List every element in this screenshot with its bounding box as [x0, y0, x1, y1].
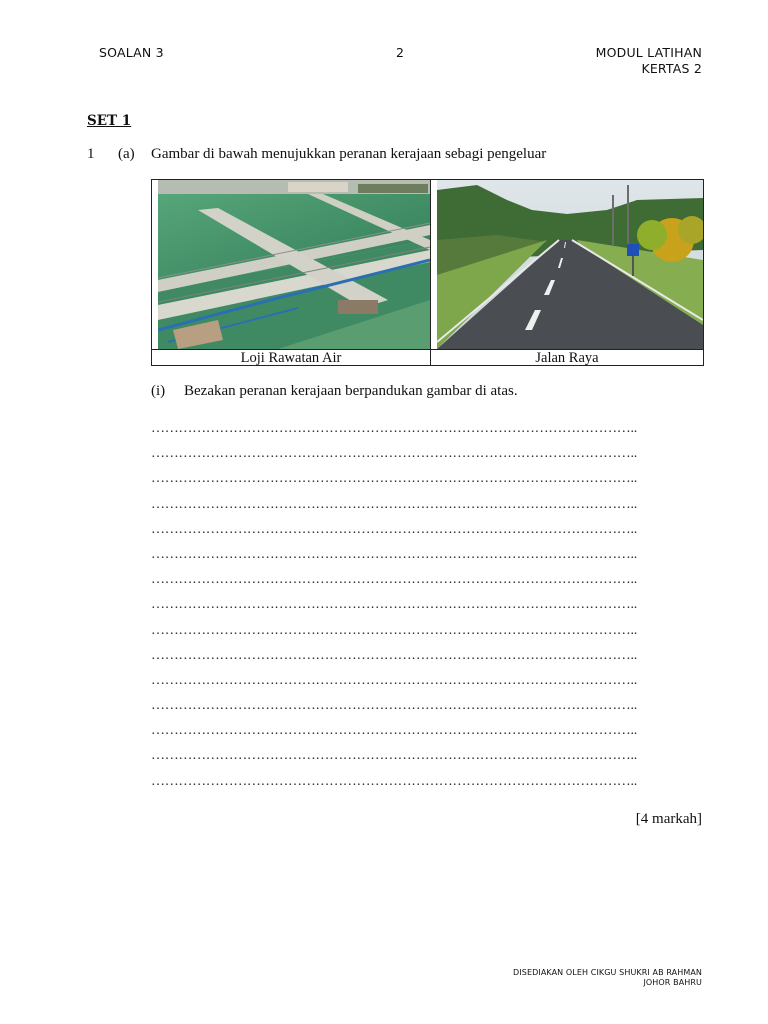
answer-line[interactable]: …………………………………………………………………………………………….. — [151, 421, 637, 436]
marks-label: [4 markah] — [635, 811, 702, 827]
photo-table — [151, 179, 704, 366]
answer-line[interactable]: …………………………………………………………………………………………….. — [151, 496, 637, 512]
answer-line[interactable]: …………………………………………………………………………………………….. — [151, 546, 637, 562]
footer-location: JOHOR BAHRU — [643, 978, 702, 987]
answer-line[interactable]: …………………………………………………………………………………………….. — [151, 446, 637, 462]
answer-line[interactable]: …………………………………………………………………………………………….. — [151, 572, 637, 588]
answer-line[interactable]: …………………………………………………………………………………………….. — [151, 597, 637, 613]
answer-line[interactable]: …………………………………………………………………………………………….. — [151, 471, 637, 487]
answer-line[interactable]: …………………………………………………………………………………………….. — [151, 723, 637, 739]
page-number: 2 — [396, 45, 405, 60]
sub-question-text: Bezakan peranan kerajaan berpandukan gambar di atas. — [184, 383, 518, 399]
answer-line[interactable]: …………………………………………………………………………………………….. — [151, 647, 637, 663]
road-photo — [437, 180, 703, 349]
answer-lines — [151, 416, 681, 794]
header-module-title: MODUL LATIHAN — [595, 45, 702, 60]
answer-line[interactable]: …………………………………………………………………………………………….. — [151, 748, 637, 764]
answer-line[interactable]: …………………………………………………………………………………………….. — [151, 622, 637, 638]
set-title: SET 1 — [87, 113, 132, 129]
header-module-label — [596, 45, 702, 77]
footer-credit — [513, 968, 702, 988]
header-paper-label: KERTAS 2 — [641, 61, 702, 76]
photo-table-divider — [430, 180, 431, 366]
photo-caption-water-treatment: Loji Rawatan Air — [240, 350, 342, 366]
answer-line[interactable]: …………………………………………………………………………………………….. — [151, 672, 637, 688]
answer-line[interactable]: …………………………………………………………………………………………….. — [151, 773, 637, 789]
answer-line[interactable]: …………………………………………………………………………………………….. — [151, 698, 637, 714]
sub-question-number: (i) — [151, 383, 166, 399]
photo-caption-road: Jalan Raya — [535, 350, 599, 366]
answer-line[interactable]: …………………………………………………………………………………………….. — [151, 521, 637, 537]
question-number: 1 — [87, 146, 95, 162]
header-section-label: SOALAN 3 — [99, 45, 164, 60]
water-treatment-plant-photo — [158, 180, 430, 349]
question-part: (a) — [118, 146, 135, 162]
question-text: Gambar di bawah menujukkan peranan kerajaan sebagi pengeluar — [151, 146, 547, 162]
footer-author: DISEDIAKAN OLEH CIKGU SHUKRI AB RAHMAN — [513, 968, 702, 977]
